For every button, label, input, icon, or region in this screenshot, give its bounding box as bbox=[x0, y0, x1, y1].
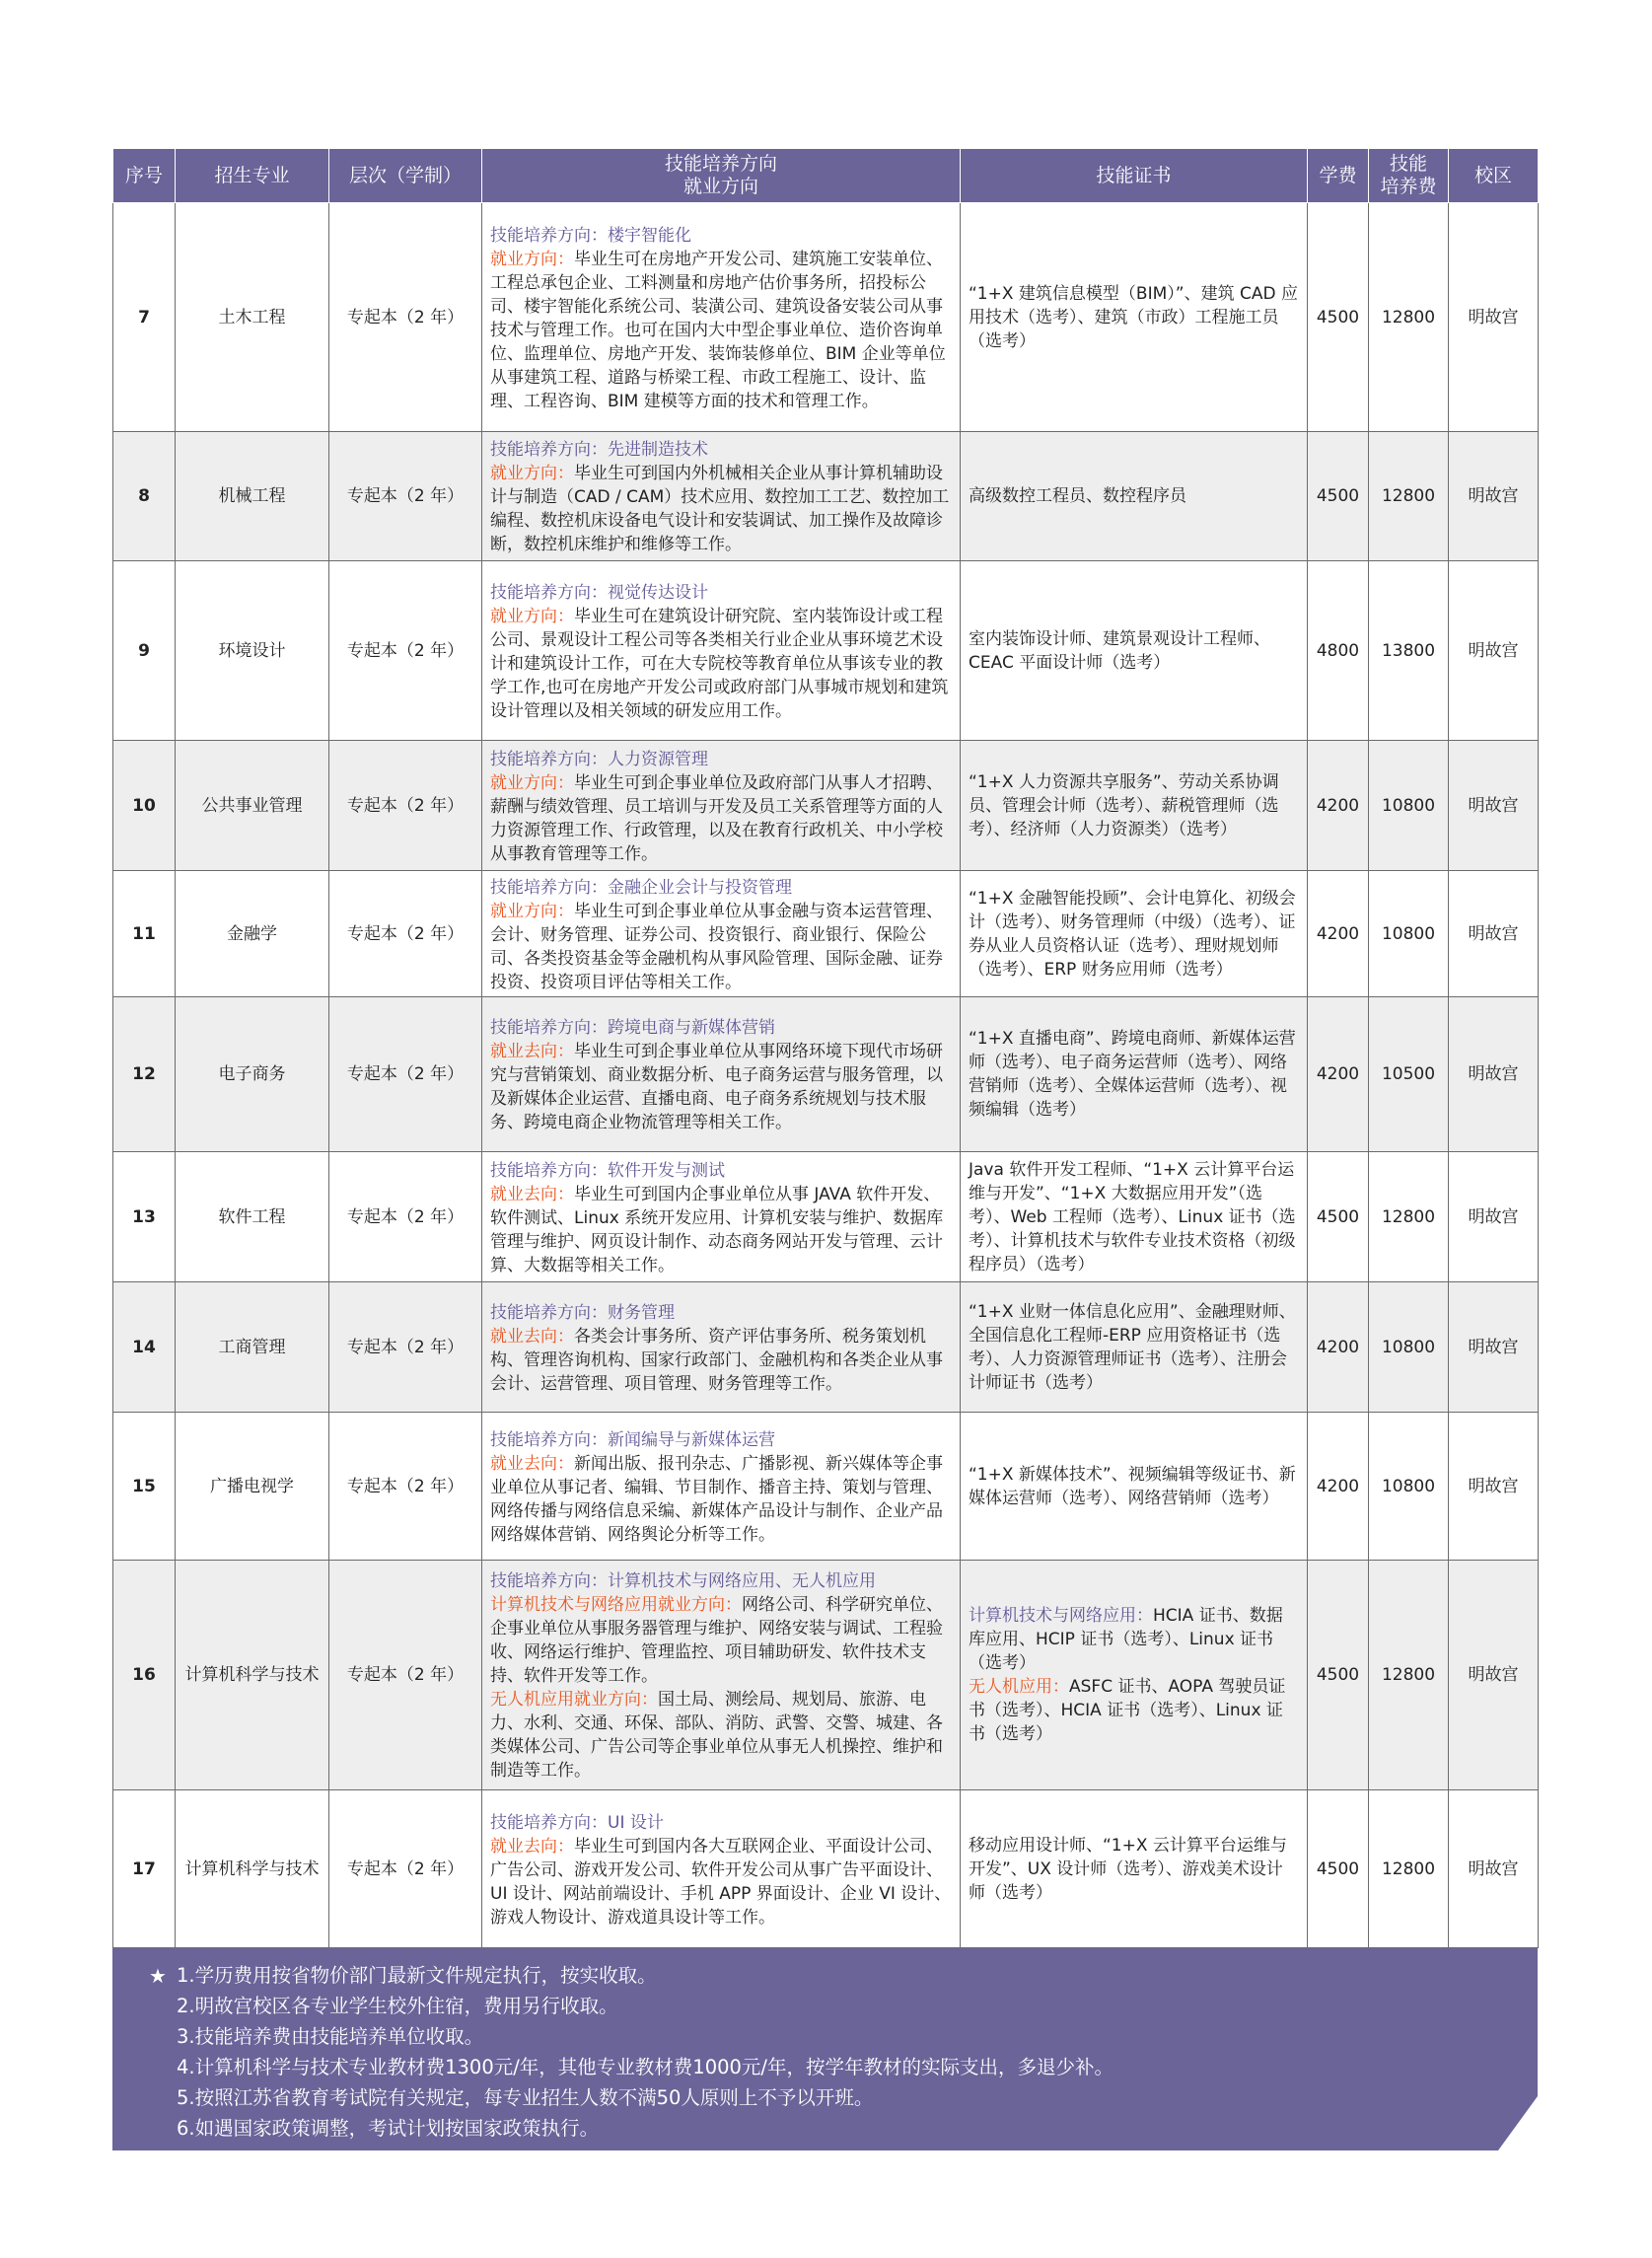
cert-text: 高级数控工程员、数控程序员 bbox=[969, 486, 1186, 506]
direction-label: 技能培养方向： bbox=[490, 1812, 608, 1833]
cert-text: 室内装饰设计师、建筑景观设计工程师、CEAC 平面设计师（选考） bbox=[969, 628, 1270, 673]
major-name: 软件工程 bbox=[176, 1152, 329, 1282]
skill-fee-value: 12800 bbox=[1369, 432, 1449, 561]
cert-label: 计算机技术与网络应用： bbox=[969, 1606, 1153, 1626]
direction-label: 技能培养方向： bbox=[490, 440, 608, 460]
skill-fee-value: 12800 bbox=[1369, 1561, 1449, 1790]
campus-name: 明故宫 bbox=[1449, 1282, 1539, 1413]
major-name: 广播电视学 bbox=[176, 1413, 329, 1561]
cert-cell bbox=[961, 1152, 1308, 1282]
direction-text: 新闻出版、报刊杂志、广播影视、新兴媒体等企事业单位从事记者、编辑、节目制作、播音主持、策划与管理、网络传播与网络信息采编、新媒体产品设计与制作、企业产品网络媒体营销、网络舆论分析等工作。 bbox=[490, 1453, 943, 1545]
direction-label: 就业去向： bbox=[490, 1184, 574, 1204]
direction-cell bbox=[482, 203, 961, 432]
major-name: 环境设计 bbox=[176, 561, 329, 741]
campus-name: 明故宫 bbox=[1449, 1561, 1539, 1790]
study-level: 专起本（2 年） bbox=[329, 997, 482, 1152]
row-number: 13 bbox=[113, 1152, 176, 1282]
direction-label: 技能培养方向： bbox=[490, 749, 608, 769]
study-level: 专起本（2 年） bbox=[329, 871, 482, 997]
direction-text: UI 设计 bbox=[608, 1812, 664, 1833]
note-item: 3.技能培养费由技能培养单位收取。 bbox=[177, 2025, 484, 2048]
document bbox=[112, 148, 1538, 2150]
tuition-value: 4500 bbox=[1308, 203, 1369, 432]
major-name: 电子商务 bbox=[176, 997, 329, 1152]
tuition-value: 4200 bbox=[1308, 997, 1369, 1152]
cert-cell bbox=[961, 1790, 1308, 1948]
direction-text: 各类会计事务所、资产评估事务所、税务策划机构、管理咨询机构、国家行政部门、金融机构和各类企业从事会计、运营管理、项目管理、财务管理等工作。 bbox=[490, 1326, 943, 1394]
table-body bbox=[113, 203, 1539, 1948]
star-icon: ★ bbox=[149, 1964, 167, 1988]
major-name: 金融学 bbox=[176, 871, 329, 997]
study-level: 专起本（2 年） bbox=[329, 203, 482, 432]
direction-text: 软件开发与测试 bbox=[608, 1160, 725, 1181]
cert-cell bbox=[961, 561, 1308, 741]
major-name: 计算机科学与技术 bbox=[176, 1790, 329, 1948]
note-item: 2.明故宫校区各专业学生校外住宿，费用另行收取。 bbox=[177, 1995, 618, 2017]
direction-text: 先进制造技术 bbox=[608, 440, 708, 460]
cert-text: Java 软件开发工程师、“1+X 云计算平台运维与开发”、“1+X 大数据应用开发”（选考）、Web 工程师（选考）、Linux 证书（选考）、计算机技术与软件专业技术资格（初级程序员）（选考） bbox=[969, 1159, 1296, 1275]
direction-label: 就业去向： bbox=[490, 1042, 574, 1061]
direction-text: 毕业生可到企事业单位及政府部门从事人才招聘、薪酬与绩效管理、员工培训与开发及员工关系管理等方面的人力资源管理工作、行政管理，以及在教育行政机关、中小学校从事教育管理等工作。 bbox=[490, 772, 943, 864]
direction-text: 新闻编导与新媒体运营 bbox=[608, 1429, 775, 1450]
major-name: 土木工程 bbox=[176, 203, 329, 432]
col-header-skill-fee bbox=[1369, 149, 1449, 203]
direction-text: 计算机技术与网络应用、无人机应用 bbox=[608, 1571, 876, 1591]
direction-cell bbox=[482, 1561, 961, 1790]
major-name: 工商管理 bbox=[176, 1282, 329, 1413]
col-header-skill-fee-line1: 技能 bbox=[1389, 153, 1427, 175]
direction-label: 就业去向： bbox=[490, 1453, 574, 1474]
col-header-direction-line2: 就业方向 bbox=[682, 176, 758, 197]
tuition-value: 4500 bbox=[1308, 432, 1369, 561]
row-number: 10 bbox=[113, 741, 176, 871]
direction-text: 楼宇智能化 bbox=[608, 225, 691, 246]
tuition-value: 4500 bbox=[1308, 1561, 1369, 1790]
direction-text: 毕业生可到国内企事业单位从事 JAVA 软件开发、软件测试、Linux 系统开发应用、计算机安装与维护、数据库管理与维护、网页设计制作、动态商务网站开发与管理、云计算、大数据等相关工作。 bbox=[490, 1184, 944, 1275]
row-number: 11 bbox=[113, 871, 176, 997]
col-header-direction bbox=[482, 149, 961, 203]
row-number: 16 bbox=[113, 1561, 176, 1790]
cert-cell bbox=[961, 741, 1308, 871]
direction-cell bbox=[482, 997, 961, 1152]
skill-fee-value: 10800 bbox=[1369, 741, 1449, 871]
row-number: 12 bbox=[113, 997, 176, 1152]
row-number: 7 bbox=[113, 203, 176, 432]
row-number: 17 bbox=[113, 1790, 176, 1948]
skill-fee-value: 12800 bbox=[1369, 1790, 1449, 1948]
note-item: 5.按照江苏省教育考试院有关规定，每专业招生人数不满50人原则上不予以开班。 bbox=[177, 2086, 874, 2109]
direction-text: 人力资源管理 bbox=[608, 749, 708, 769]
direction-text: 毕业生可到国内各大互联网企业、平面设计公司、广告公司、游戏开发公司、软件开发公司从事广告平面设计、UI 设计、网站前端设计、手机 APP 界面设计、企业 VI 设计、游戏人物设计、游戏道具设计等工作。 bbox=[490, 1836, 952, 1928]
table-row bbox=[113, 997, 1539, 1152]
skill-fee-value: 10800 bbox=[1369, 1413, 1449, 1561]
campus-name: 明故宫 bbox=[1449, 432, 1539, 561]
tuition-value: 4500 bbox=[1308, 1790, 1369, 1948]
direction-cell bbox=[482, 432, 961, 561]
table-row bbox=[113, 1561, 1539, 1790]
enrollment-table bbox=[112, 148, 1539, 1948]
cert-cell bbox=[961, 432, 1308, 561]
table-row bbox=[113, 741, 1539, 871]
corner-cut bbox=[1498, 2096, 1538, 2150]
study-level: 专起本（2 年） bbox=[329, 1790, 482, 1948]
major-name: 计算机科学与技术 bbox=[176, 1561, 329, 1790]
cert-text: “1+X 新媒体技术”、视频编辑等级证书、新媒体运营师（选考）、网络营销师（选考） bbox=[969, 1464, 1296, 1508]
tuition-value: 4200 bbox=[1308, 741, 1369, 871]
notes-panel bbox=[112, 1948, 1538, 2150]
cert-text: “1+X 直播电商”、跨境电商师、新媒体运营师（选考）、电子商务运营师（选考）、网络营销师（选考）、全媒体运营师（选考）、视频编辑（选考） bbox=[969, 1029, 1296, 1120]
direction-text: 毕业生可到企事业单位从事金融与资本运营管理、会计、财务管理、证券公司、投资银行、商业银行、保险公司、各类投资基金等金融机构从事风险管理、国际金融、证券投资、投资项目评估等相关工作。 bbox=[490, 901, 943, 992]
col-header-campus: 校区 bbox=[1449, 149, 1539, 203]
direction-cell bbox=[482, 1790, 961, 1948]
direction-label: 就业方向： bbox=[490, 901, 574, 921]
direction-label: 技能培养方向： bbox=[490, 1160, 608, 1181]
study-level: 专起本（2 年） bbox=[329, 561, 482, 741]
study-level: 专起本（2 年） bbox=[329, 432, 482, 561]
tuition-value: 4500 bbox=[1308, 1152, 1369, 1282]
note-item: 6.如遇国家政策调整，考试计划按国家政策执行。 bbox=[177, 2117, 600, 2140]
direction-cell bbox=[482, 871, 961, 997]
direction-cell bbox=[482, 1413, 961, 1561]
direction-label: 技能培养方向： bbox=[490, 1302, 608, 1323]
direction-label: 就业方向： bbox=[490, 249, 574, 269]
skill-fee-value: 12800 bbox=[1369, 203, 1449, 432]
major-name: 机械工程 bbox=[176, 432, 329, 561]
col-header-major: 招生专业 bbox=[176, 149, 329, 203]
study-level: 专起本（2 年） bbox=[329, 1282, 482, 1413]
skill-fee-value: 13800 bbox=[1369, 561, 1449, 741]
tuition-value: 4200 bbox=[1308, 871, 1369, 997]
table-row bbox=[113, 203, 1539, 432]
cert-cell bbox=[961, 871, 1308, 997]
col-header-direction-line1: 技能培养方向 bbox=[664, 153, 777, 175]
table-row bbox=[113, 1413, 1539, 1561]
row-number: 9 bbox=[113, 561, 176, 741]
table-row bbox=[113, 432, 1539, 561]
major-name: 公共事业管理 bbox=[176, 741, 329, 871]
cert-text: “1+X 业财一体信息化应用”、金融理财师、全国信息化工程师-ERP 应用资格证书（选考）、人力资源管理师证书（选考）、注册会计师证书（选考） bbox=[969, 1301, 1296, 1393]
cert-label: 无人机应用： bbox=[969, 1677, 1069, 1697]
study-level: 专起本（2 年） bbox=[329, 741, 482, 871]
direction-label: 就业方向： bbox=[490, 464, 574, 483]
direction-label: 技能培养方向： bbox=[490, 1429, 608, 1450]
study-level: 专起本（2 年） bbox=[329, 1413, 482, 1561]
direction-label: 技能培养方向： bbox=[490, 1018, 608, 1038]
cert-text: “1+X 建筑信息模型（BIM）”、建筑 CAD 应用技术（选考）、建筑（市政）工程施工员（选考） bbox=[969, 283, 1298, 351]
col-header-skill-fee-line2: 培养费 bbox=[1380, 176, 1437, 197]
cert-cell bbox=[961, 1561, 1308, 1790]
row-number: 14 bbox=[113, 1282, 176, 1413]
campus-name: 明故宫 bbox=[1449, 871, 1539, 997]
cert-cell bbox=[961, 1413, 1308, 1561]
tuition-value: 4800 bbox=[1308, 561, 1369, 741]
campus-name: 明故宫 bbox=[1449, 741, 1539, 871]
direction-label: 技能培养方向： bbox=[490, 225, 608, 246]
direction-cell bbox=[482, 741, 961, 871]
cert-text: HCIA 证书、数据库应用、HCIP 证书（选考）、Linux 证书（选考） bbox=[969, 1606, 1283, 1673]
direction-label: 就业方向： bbox=[490, 606, 574, 626]
col-header-cert: 技能证书 bbox=[961, 149, 1308, 203]
row-number: 8 bbox=[113, 432, 176, 561]
direction-label: 就业方向： bbox=[490, 772, 574, 793]
tuition-value: 4200 bbox=[1308, 1282, 1369, 1413]
table-row bbox=[113, 1790, 1539, 1948]
direction-text: 毕业生可在建筑设计研究院、室内装饰设计或工程公司、景观设计工程公司等各类相关行业企业从事环境艺术设计和建筑设计工作，可在大专院校等教育单位从事该专业的教学工作,也可在房地产开发公司或政府部门从事城市规划和建筑设计管理以及相关领域的研发应用工作。 bbox=[490, 606, 949, 721]
skill-fee-value: 12800 bbox=[1369, 1152, 1449, 1282]
direction-label: 就业去向： bbox=[490, 1836, 574, 1857]
direction-cell bbox=[482, 561, 961, 741]
cert-text: “1+X 人力资源共享服务”、劳动关系协调员、管理会计师（选考）、薪税管理师（选考）、经济师（人力资源类）（选考） bbox=[969, 771, 1279, 839]
skill-fee-value: 10800 bbox=[1369, 1282, 1449, 1413]
campus-name: 明故宫 bbox=[1449, 1413, 1539, 1561]
direction-text: 金融企业会计与投资管理 bbox=[608, 877, 792, 898]
direction-text: 网络公司、科学研究单位、企事业单位从事服务器管理与维护、网络安装与调试、工程验收、网络运行维护、管理监控、项目辅助研发、软件技术支持、软件开发等工作。 bbox=[490, 1595, 943, 1686]
row-number: 15 bbox=[113, 1413, 176, 1561]
direction-label: 就业去向： bbox=[490, 1326, 574, 1347]
direction-label: 技能培养方向： bbox=[490, 1571, 608, 1591]
cert-cell bbox=[961, 997, 1308, 1152]
direction-text: 毕业生可到企事业单位从事网络环境下现代市场研究与营销策划、商业数据分析、电子商务运营与服务管理，以及新媒体企业运营、直播电商、电子商务系统规划与技术服务、跨境电商企业物流管理等相关工作。 bbox=[490, 1042, 943, 1132]
skill-fee-value: 10800 bbox=[1369, 871, 1449, 997]
campus-name: 明故宫 bbox=[1449, 1152, 1539, 1282]
table-row bbox=[113, 871, 1539, 997]
study-level: 专起本（2 年） bbox=[329, 1152, 482, 1282]
col-header-tuition: 学费 bbox=[1308, 149, 1369, 203]
direction-cell bbox=[482, 1282, 961, 1413]
direction-text: 跨境电商与新媒体营销 bbox=[608, 1018, 775, 1038]
table-header-row bbox=[113, 149, 1539, 203]
direction-text: 视觉传达设计 bbox=[608, 582, 708, 603]
table-row bbox=[113, 1152, 1539, 1282]
col-header-no: 序号 bbox=[113, 149, 176, 203]
tuition-value: 4200 bbox=[1308, 1413, 1369, 1561]
direction-text: 国土局、测绘局、规划局、旅游、电力、水利、交通、环保、部队、消防、武警、交警、城建、各类媒体公司、广告公司等企事业单位从事无人机操控、维护和制造等工作。 bbox=[490, 1690, 943, 1781]
study-level: 专起本（2 年） bbox=[329, 1561, 482, 1790]
cert-text: “1+X 金融智能投顾”、会计电算化、初级会计（选考）、财务管理师（中级）（选考）、证券从业人员资格认证（选考）、理财规划师（选考）、ERP 财务应用师（选考） bbox=[969, 888, 1296, 980]
campus-name: 明故宫 bbox=[1449, 1790, 1539, 1948]
cert-cell bbox=[961, 203, 1308, 432]
direction-text: 毕业生可在房地产开发公司、建筑施工安装单位、工程总承包企业、工料测量和房地产估价事务所，招投标公司、楼宇智能化系统公司、装潢公司、建筑设备安装公司从事技术与管理工作。也可在国内大中型企事业单位、造价咨询单位、监理单位、房地产开发、装饰装修单位、BIM 企业等单位从事建筑工程、道路与桥梁工程、市政工程施工、设计、监理、工程咨询、BIM 建模等方面的技术和管理工作。 bbox=[490, 249, 946, 411]
note-item: 4.计算机科学与技术专业教材费1300元/年，其他专业教材费1000元/年，按学年教材的实际支出，多退少补。 bbox=[177, 2056, 1113, 2078]
campus-name: 明故宫 bbox=[1449, 561, 1539, 741]
table-row bbox=[113, 561, 1539, 741]
campus-name: 明故宫 bbox=[1449, 997, 1539, 1152]
col-header-level: 层次（学制） bbox=[329, 149, 482, 203]
cert-cell bbox=[961, 1282, 1308, 1413]
direction-label: 技能培养方向： bbox=[490, 582, 608, 603]
skill-fee-value: 10500 bbox=[1369, 997, 1449, 1152]
direction-label: 计算机技术与网络应用就业方向： bbox=[490, 1595, 742, 1615]
campus-name: 明故宫 bbox=[1449, 203, 1539, 432]
cert-text: ASFC 证书、AOPA 驾驶员证书（选考）、HCIA 证书（选考）、Linux 证书（选考） bbox=[969, 1677, 1286, 1744]
cert-text: 移动应用设计师、“1+X 云计算平台运维与开发”、UX 设计师（选考）、游戏美术设计师（选考） bbox=[969, 1835, 1287, 1903]
note-item: 1.学历费用按省物价部门最新文件规定执行，按实收取。 bbox=[177, 1964, 657, 1987]
direction-cell bbox=[482, 1152, 961, 1282]
direction-text: 毕业生可到国内外机械相关企业从事计算机辅助设计与制造（CAD / CAM）技术应用、数控加工工艺、数控加工编程、数控机床设备电气设计和安装调试、加工操作及故障诊断，数控机床维护和维修等工作。 bbox=[490, 464, 950, 554]
table-row bbox=[113, 1282, 1539, 1413]
direction-label: 无人机应用就业方向： bbox=[490, 1690, 658, 1710]
direction-label: 技能培养方向： bbox=[490, 877, 608, 898]
direction-text: 财务管理 bbox=[608, 1302, 675, 1323]
